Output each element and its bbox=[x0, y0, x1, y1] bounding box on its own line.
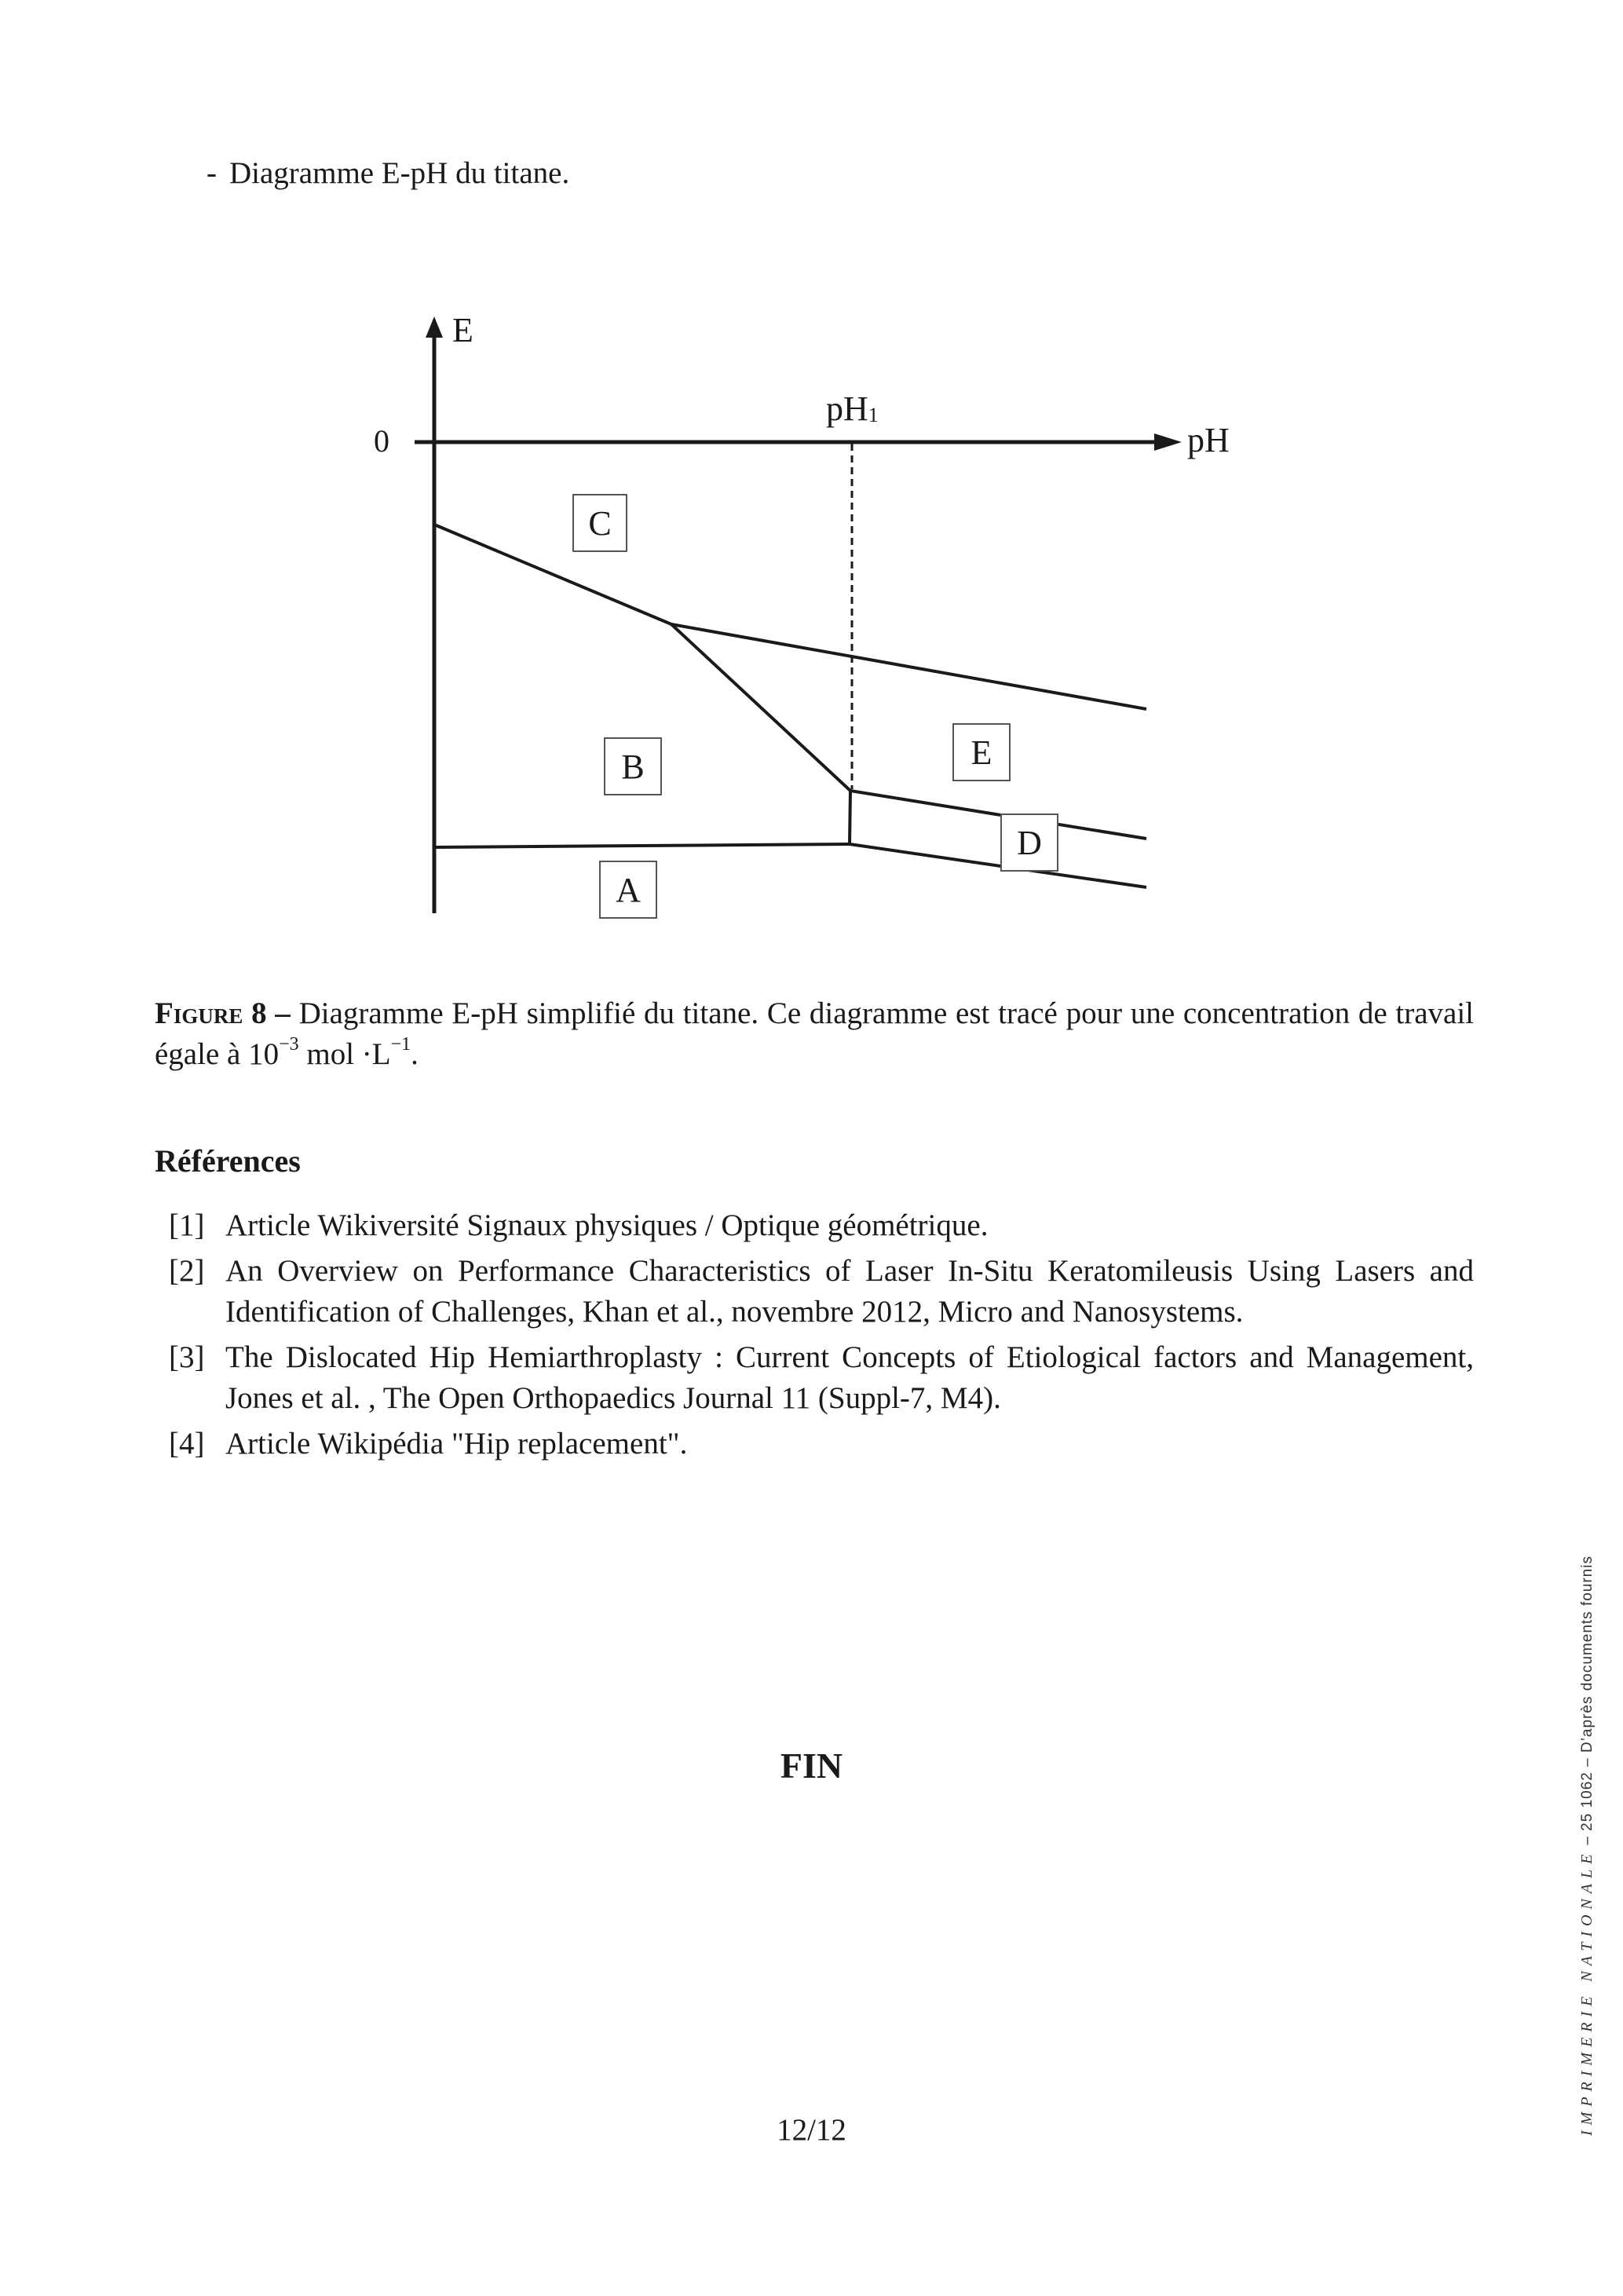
intro-text: Diagramme E-pH du titane. bbox=[229, 156, 570, 190]
intro-line bbox=[207, 155, 569, 191]
boundary-C-E bbox=[671, 624, 1146, 709]
region-C-label: C bbox=[588, 504, 612, 543]
region-B-label: B bbox=[621, 748, 645, 786]
publisher-name: IMPRIMERIE NATIONALE bbox=[1578, 1848, 1596, 2136]
ph-axis-arrowhead bbox=[1154, 433, 1182, 451]
zero-label: 0 bbox=[374, 423, 389, 459]
reference-item bbox=[169, 1424, 1474, 1464]
reference-text: Article Wikipédia "Hip replacement". bbox=[225, 1427, 688, 1461]
region-E bbox=[953, 724, 1010, 781]
region-A-label: A bbox=[616, 871, 641, 909]
reference-item bbox=[169, 1205, 1474, 1246]
boundary-A-B bbox=[434, 844, 850, 847]
reference-text: Article Wikiversité Signaux physiques / Optique géométrique. bbox=[225, 1208, 989, 1242]
reference-number: [1] bbox=[169, 1208, 205, 1242]
ph-axis-label: pH bbox=[1187, 421, 1230, 459]
region-D bbox=[1001, 814, 1058, 871]
e-axis-arrowhead bbox=[426, 316, 443, 338]
printer-side-mark bbox=[1578, 1556, 1596, 2136]
caption-text-before: Diagramme E-pH simplifié du titane. Ce diagramme est tracé pour une concentration de travail égale à 10 bbox=[155, 996, 1475, 1071]
caption-exponent-2: −1 bbox=[390, 1034, 411, 1055]
references-title: Références bbox=[155, 1143, 301, 1179]
reference-number: [4] bbox=[169, 1427, 205, 1461]
reference-number: [3] bbox=[169, 1340, 205, 1374]
page-number: 12/12 bbox=[777, 2113, 846, 2147]
references-list bbox=[169, 1205, 1474, 1469]
document-reference: – 25 1062 – D’après documents fournis bbox=[1579, 1556, 1596, 1845]
e-ph-diagram bbox=[345, 302, 1272, 930]
reference-text: An Overview on Performance Characteristics of Laser In-Situ Keratomileusis Using Lasers and Identification of Challenges, Khan et al., novembre 2012, Micro and Nanosystems. bbox=[225, 1254, 1474, 1329]
fin-marker: FIN bbox=[780, 1746, 843, 1786]
e-axis-label: E bbox=[452, 311, 473, 349]
figure-caption bbox=[155, 993, 1474, 1075]
region-A bbox=[600, 861, 656, 918]
reference-item bbox=[169, 1337, 1474, 1419]
caption-text-after: . bbox=[411, 1037, 419, 1071]
reference-text: The Dislocated Hip Hemiarthroplasty : Current Concepts of Etiological factors and Management, Jones et al. , The Open Orthopaedics Journal 11 (Suppl-7, M4). bbox=[225, 1340, 1474, 1415]
ph1-label bbox=[826, 389, 879, 428]
reference-number: [2] bbox=[169, 1254, 205, 1288]
region-C bbox=[573, 495, 627, 551]
boundary-E-D bbox=[850, 791, 1146, 839]
region-E-label: E bbox=[971, 733, 992, 772]
caption-exponent-1: −3 bbox=[279, 1034, 299, 1055]
intro-bullet: - bbox=[207, 156, 217, 190]
region-D-label: D bbox=[1017, 824, 1042, 862]
ph1-main: pH bbox=[826, 389, 868, 428]
ph1-sub: 1 bbox=[868, 404, 879, 426]
region-B bbox=[605, 738, 661, 795]
reference-item bbox=[169, 1251, 1474, 1333]
boundary-A-D bbox=[850, 844, 1146, 887]
figure-label: Figure 8 – bbox=[155, 996, 291, 1030]
caption-text-middle: mol ·L bbox=[298, 1037, 391, 1071]
